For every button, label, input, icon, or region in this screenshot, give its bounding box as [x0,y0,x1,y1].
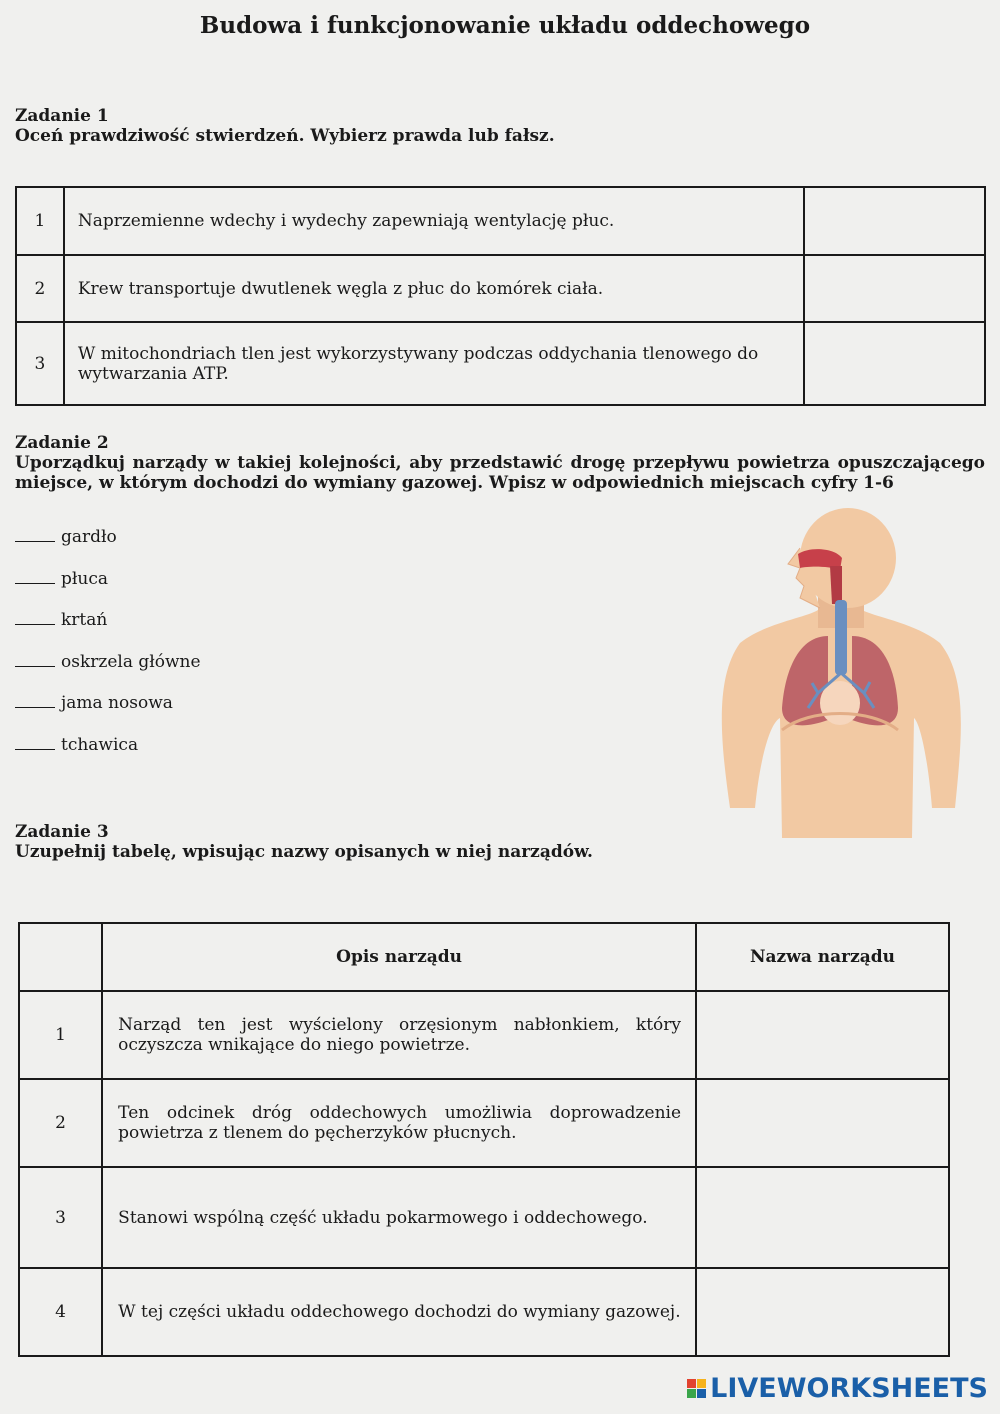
answer-cell[interactable] [804,322,985,405]
task3-instruction: Uzupełnij tabelę, wpisując nazwy opisanych w niej narządów. [15,842,593,862]
answer-blank[interactable] [15,569,55,584]
organ-label: płuca [61,568,108,589]
table-row [19,1268,949,1356]
list-item [15,527,415,569]
pharynx-shape [830,566,842,604]
table-row [16,255,985,322]
row-number: 3 [19,1167,102,1268]
table-row [19,1079,949,1167]
organ-label: jama nosowa [61,693,173,714]
task1-instruction: Oceń prawdziwość stwierdzeń. Wybierz prawda lub fałsz. [15,126,555,146]
statement-text: W mitochondriach tlen jest wykorzystywany podczas oddychania tlenowego do wytwarzania ATP. [64,322,804,405]
order-list [15,527,415,777]
answer-cell[interactable] [696,1268,949,1356]
description-text: W tej części układu oddechowego dochodzi do wymiany gazowej. [102,1268,696,1356]
task2-header [15,433,985,493]
answer-cell[interactable] [696,991,949,1079]
table-header-row [19,923,949,991]
logo-icon [687,1379,706,1398]
organ-label: tchawica [61,734,139,755]
answer-cell[interactable] [804,255,985,322]
respiratory-system-illustration [700,508,980,838]
list-item [15,569,415,611]
task3-heading: Zadanie 3 [15,822,109,842]
organ-label: gardło [61,527,117,547]
list-item [15,735,415,777]
table-row [16,322,985,405]
statement-text: Krew transportuje dwutlenek węgla z płuc do komórek ciała. [64,255,804,322]
description-text: Stanowi wspólną część układu pokarmowego i oddechowego. [102,1167,696,1268]
row-number: 3 [16,322,64,405]
row-number: 1 [19,991,102,1079]
column-header-description: Opis narządu [102,923,696,991]
answer-cell[interactable] [696,1079,949,1167]
header-empty-cell [19,923,102,991]
row-number: 2 [16,255,64,322]
answer-cell[interactable] [696,1167,949,1268]
column-header-name: Nazwa narządu [696,923,949,991]
row-number: 1 [16,187,64,255]
trachea-shape [835,600,847,675]
answer-blank[interactable] [15,735,55,750]
description-text: Ten odcinek dróg oddechowych umożliwia doprowadzenie powietrza z tlenem do pęcherzyków płucnych. [102,1079,696,1167]
answer-blank[interactable] [15,693,55,708]
task2-instruction: Uporządkuj narządy w takiej kolejności, aby przedstawić drogę przepływu powietrza opuszczającego miejsce, w którym dochodzi do wymiany gazowej. Wpisz w odpowiednich miejscach cyfry 1-6 [15,453,985,493]
task1-table [15,186,986,406]
answer-blank[interactable] [15,652,55,667]
row-number: 4 [19,1268,102,1356]
organ-label: oskrzela główne [61,651,201,672]
logo-text: LIVEWORKSHEETS [710,1373,988,1404]
answer-blank[interactable] [15,610,55,625]
row-number: 2 [19,1079,102,1167]
task2-heading: Zadanie 2 [15,433,109,453]
list-item [15,652,415,694]
list-item [15,693,415,735]
list-item [15,610,415,652]
table-row [19,991,949,1079]
organ-label: krtań [61,610,108,631]
answer-cell[interactable] [804,187,985,255]
answer-blank[interactable] [15,527,55,542]
task1-header [15,106,715,146]
description-text: Narząd ten jest wyścielony orzęsionym nabłonkiem, który oczyszcza wnikające do niego powietrze. [102,991,696,1079]
task1-heading: Zadanie 1 [15,106,109,126]
statement-text: Naprzemienne wdechy i wydechy zapewniają wentylację płuc. [64,187,804,255]
table-row [19,1167,949,1268]
table-row [16,187,985,255]
task3-header [15,822,618,862]
page-title: Budowa i funkcjonowanie układu oddechowego [199,12,811,39]
liveworksheets-logo[interactable] [687,1373,988,1404]
task3-table [18,922,950,1357]
